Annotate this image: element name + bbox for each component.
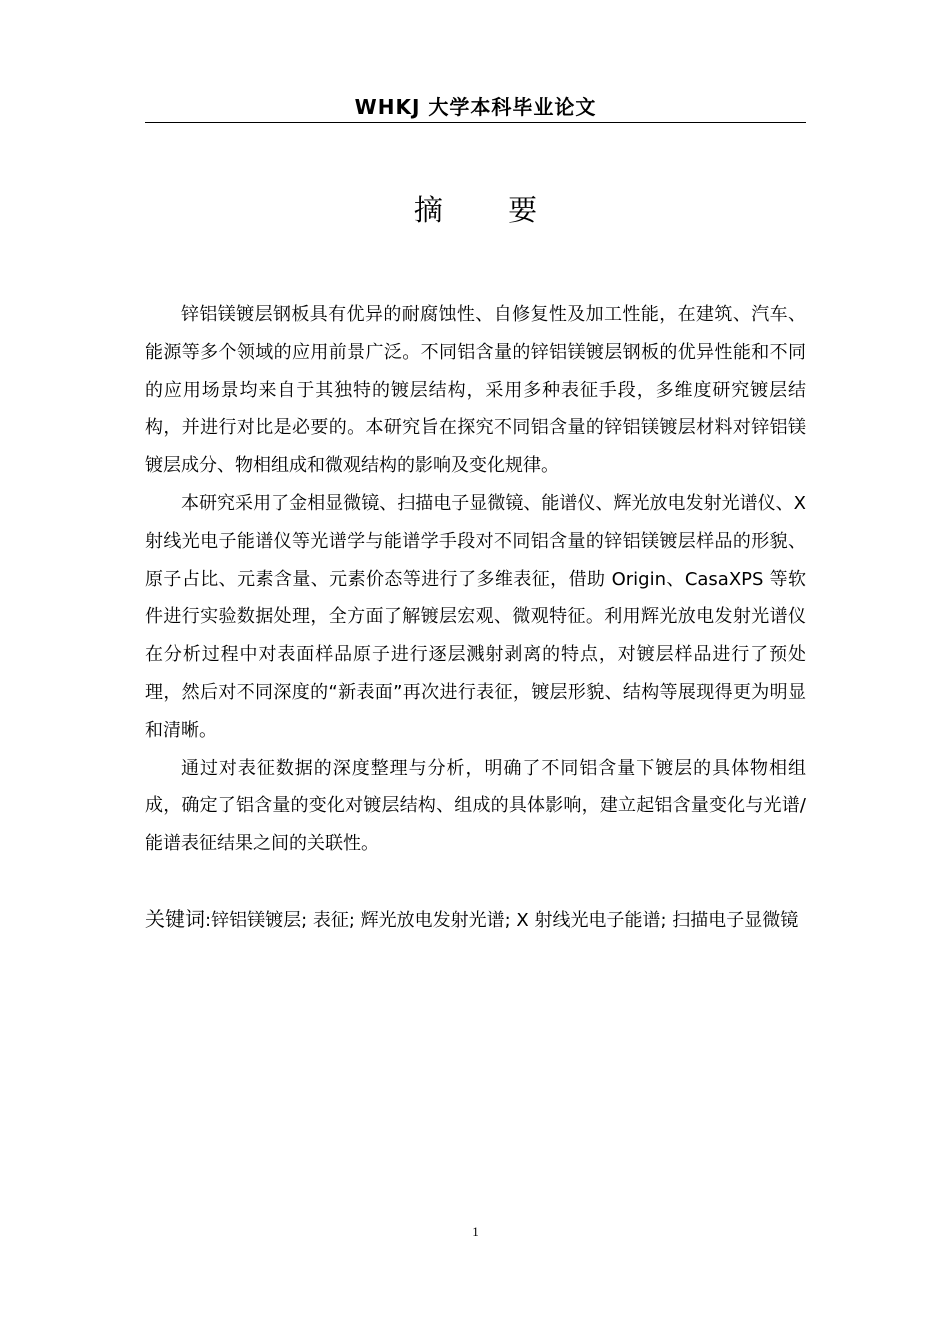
keywords-text: 锌铝镁镀层; 表征; 辉光放电发射光谱; X 射线光电子能谱; 扫描电子显微镜: [211, 910, 799, 931]
keywords-separator: :: [205, 910, 212, 931]
page-number: 1: [472, 1224, 479, 1239]
abstract-paragraph-1: 锌铝镁镀层钢板具有优异的耐腐蚀性、自修复性及加工性能，在建筑、汽车、能源等多个领域的应用前景广泛。不同铝含量的锌铝镁镀层钢板的优异性能和不同的应用场景均来自于其独特的镀层结构，采用多种表征手段，多维度研究镀层结构，并进行对比是必要的。本研究旨在探究不同铝含量的锌铝镁镀层材料对锌铝镁镀层成分、物相组成和微观结构的影响及变化规律。: [145, 304, 806, 477]
page-title: 摘 要: [413, 193, 566, 227]
keywords-section: [145, 895, 806, 945]
page-header: [145, 92, 806, 123]
abstract-paragraph-2: 本研究采用了金相显微镜、扫描电子显微镜、能谱仪、辉光放电发射光谱仪、X 射线光电子能谱仪等光谱学与能谱学手段对不同铝含量的锌铝镁镀层样品的形貌、原子占比、元素含量、元素价态等进行了多维表征，借助 Origin、CasaXPS 等软件进行实验数据处理，全方面了解镀层宏观、微观特征。利用辉光放电发射光谱仪在分析过程中对表面样品原子进行逐层溅射剥离的特点，对镀层样品进行了预处理，然后对不同深度的“新表面”再次进行表征，镀层形貌、结构等展现得更为明显和清晰。: [145, 492, 806, 741]
abstract-body: [145, 296, 806, 863]
keywords-label: 关键词: [145, 907, 205, 931]
abstract-paragraph-3: 通过对表征数据的深度整理与分析，明确了不同铝含量下镀层的具体物相组成，确定了铝含量的变化对镀层结构、组成的具体影响，建立起铝含量变化与光谱/能谱表征结果之间的关联性。: [145, 757, 806, 855]
header-text: WHKJ 大学本科毕业论文: [354, 95, 597, 119]
